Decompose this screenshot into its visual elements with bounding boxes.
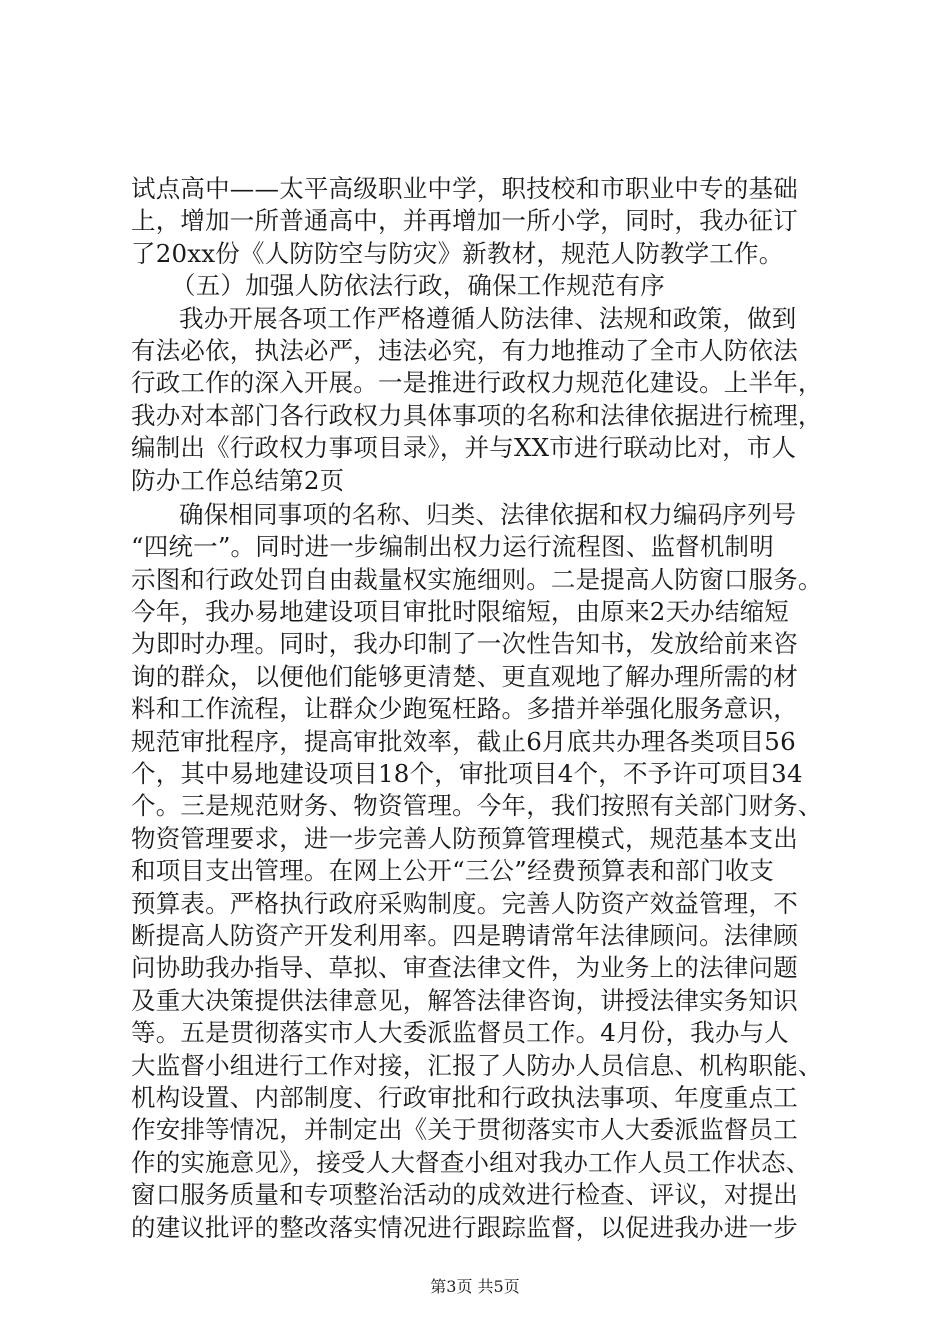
text-line: 物资管理要求，进一步完善人防预算管理模式，规范基本支出 [131, 823, 798, 853]
page-number-footer: 第3页 共5页 [430, 1277, 520, 1296]
text-line: 断提高人防资产开发利用率。四是聘请常年法律顾问。法律顾 [131, 920, 798, 950]
text-line: 和项目支出管理。在网上公开“三公”经费预算表和部门收支 [131, 856, 774, 886]
text-line: 规范审批程序，提高审批效率，截止6月底共办理各类项目56 [131, 726, 796, 756]
text-line: 防办工作总结第2页 [131, 465, 345, 495]
text-line: 了20xx份《人防防空与防灾》新教材，规范人防教学工作。 [131, 238, 784, 268]
text-line: 大监督小组进行工作对接，汇报了人防办人员信息、机构职能、 [131, 1050, 823, 1080]
text-line: 我办对本部门各行政权力具体事项的名称和法律依据进行梳理， [131, 400, 823, 430]
text-line: 窗口服务质量和专项整治活动的成效进行检查、评议，对提出 [131, 1180, 798, 1210]
text-line: 今年，我办易地建设项目审批时限缩短，由原来2天办结缩短 [131, 597, 789, 627]
section-heading: （五）加强人防依法行政，确保工作规范有序 [171, 271, 665, 301]
document-body [131, 173, 831, 1244]
text-line: 为即时办理。同时，我办印制了一次性告知书，发放给前来咨 [131, 629, 798, 659]
text-line: 机构设置、内部制度、行政审批和行政执法事项、年度重点工 [131, 1082, 798, 1112]
text-line: 作安排等情况，并制定出《关于贯彻落实市人大委派监督员工 [131, 1115, 798, 1145]
text-line: 上，增加一所普通高中，并再增加一所小学，同时，我办征订 [131, 206, 798, 236]
text-line: 预算表。严格执行政府采购制度。完善人防资产效益管理，不 [131, 888, 798, 918]
text-line: 试点高中——太平高级职业中学，职技校和市职业中专的基础 [131, 174, 798, 203]
text-line: 问协助我办指导、草拟、审查法律文件，为业务上的法律问题 [131, 953, 798, 983]
text-line: 行政工作的深入开展。一是推进行政权力规范化建设。上半年， [131, 368, 823, 398]
text-line: 料和工作流程，让群众少跑冤枉路。多措并举强化服务意识， [131, 694, 798, 724]
paragraph-first-line: 确保相同事项的名称、归类、法律依据和权力编码序列号 [179, 499, 797, 529]
text-line: 个，其中易地建设项目18个，审批项目4个，不予许可项目34 [131, 759, 803, 789]
text-line: “四统一”。同时进一步编制出权力运行流程图、监督机制明 [131, 532, 774, 562]
text-line: 作的实施意见》，接受人大督查小组对我办工作人员工作状态、 [131, 1147, 811, 1177]
text-line: 个。三是规范财务、物资管理。今年，我们按照有关部门财务、 [131, 791, 823, 821]
paragraph-first-line: 我办开展各项工作严格遵循人防法律、法规和政策，做到 [179, 303, 797, 333]
text-line: 有法必依，执法必严，违法必究，有力地推动了全市人防依法 [131, 335, 798, 365]
text-line: 及重大决策提供法律意见，解答法律咨询，讲授法律实务知识 [131, 985, 798, 1015]
text-line: 编制出《行政权力事项目录》，并与XX市进行联动比对，市人 [131, 433, 797, 463]
text-line: 的建议批评的整改落实情况进行跟踪监督，以促进我办进一步 [131, 1212, 798, 1242]
text-line: 示图和行政处罚自由裁量权实施细则。二是提高人防窗口服务。 [131, 564, 823, 594]
text-line: 等。五是贯彻落实市人大委派监督员工作。4月份，我办与人 [131, 1018, 789, 1048]
text-line: 询的群众，以便他们能够更清楚、更直观地了解办理所需的材 [131, 661, 798, 691]
